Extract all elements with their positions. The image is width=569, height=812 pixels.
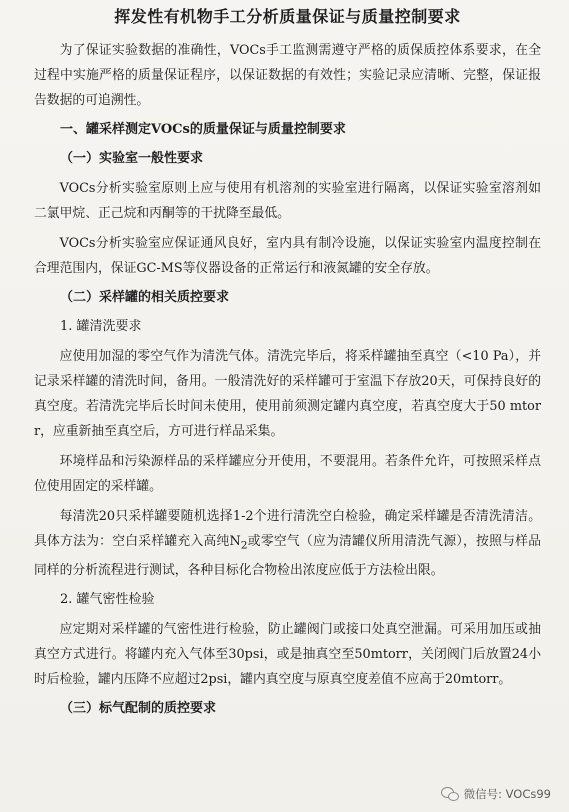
subsection-1-heading: （一）实验室一般性要求 — [60, 151, 204, 166]
cleaning-blank-text-b: 或零空气（应为清罐仪所用清洗气源），按照与样品同样的分析流程进行测试，各种目标化合物检出浓度应低于方法检出限。 — [34, 534, 541, 578]
lab-ventilation-paragraph: VOCs分析实验室应保证通风良好，室内具有制冷设施，以保证实验室内温度控制在合理范围内，保证GC-MS等仪器设备的正常运行和液氮罐的安全存放。 — [34, 236, 541, 276]
watermark-text: 微信号: VOCs99 — [463, 787, 551, 801]
lab-isolation-paragraph: VOCs分析实验室原则上应与使用有机溶剂的实验室进行隔离，以保证实验室溶剂如二氯甲烷、正己烷和丙酮等的干扰降至最低。 — [34, 181, 541, 221]
document-title: 挥发性有机物手工分析质量保证与质量控制要求 — [114, 7, 461, 26]
nitrogen-subscript: 2 — [240, 538, 248, 552]
subsection-3-heading: （三）标气配制的质控要求 — [60, 700, 217, 716]
leak-check-paragraph: 应定期对采样罐的气密性进行检验，防止罐阀门或接口处真空泄漏。可采用加压或抽真空方式进行。将罐内充入气体至30psi，或是抽真空至50mtorr，关闭阀门后放置24小时后检验，罐内压降不应超过2psi，罐内真空度与原真空度差值不应高于20mtorr。 — [34, 621, 541, 687]
subsection-2-heading: （二）采样罐的相关质控要求 — [60, 290, 230, 305]
wechat-watermark — [441, 786, 551, 802]
wechat-icon — [441, 787, 459, 801]
intro-paragraph: 为了保证实验数据的准确性，VOCs手工监测需遵守严格的质保质控体系要求，在全过程中实施严格的质量保证程序，以保证数据的有效性；实验记录应清晰、完整，保证报告数据的可追溯性。 — [34, 43, 541, 108]
canister-cleaning-paragraph: 应使用加湿的零空气作为清洗气体。清洗完毕后，将采样罐抽至真空（<10 Pa），并记录采样罐的清洗时间，备用。一般清洗好的采样罐可于室温下存放20天，可保持良好的真空度。若清洗完毕后长时间未使用，使用前须测定罐内真空度，若真空度大于50 mtorr，应重新抽至真空后，方可进行样品采集。 — [34, 349, 541, 439]
item-2-heading: 2. 罐气密性检验 — [60, 591, 155, 607]
canister-separation-paragraph: 环境样品和污染源样品的采样罐应分开使用，不要混用。若条件允许，可按照采样点位使用固定的采样罐。 — [34, 454, 541, 494]
cleaning-blank-paragraph — [34, 504, 541, 583]
section-1-heading: 一、罐采样测定VOCs的质量保证与质量控制要求 — [60, 122, 346, 137]
item-1-heading: 1. 罐清洗要求 — [60, 319, 142, 334]
cleaning-blank-text-a: 每清洗20只采样罐要随机选择1-2个进行清洗空白检验，确定采样罐是否清洗清洁。具体方法为：空白采样罐充入高纯N — [34, 509, 541, 549]
